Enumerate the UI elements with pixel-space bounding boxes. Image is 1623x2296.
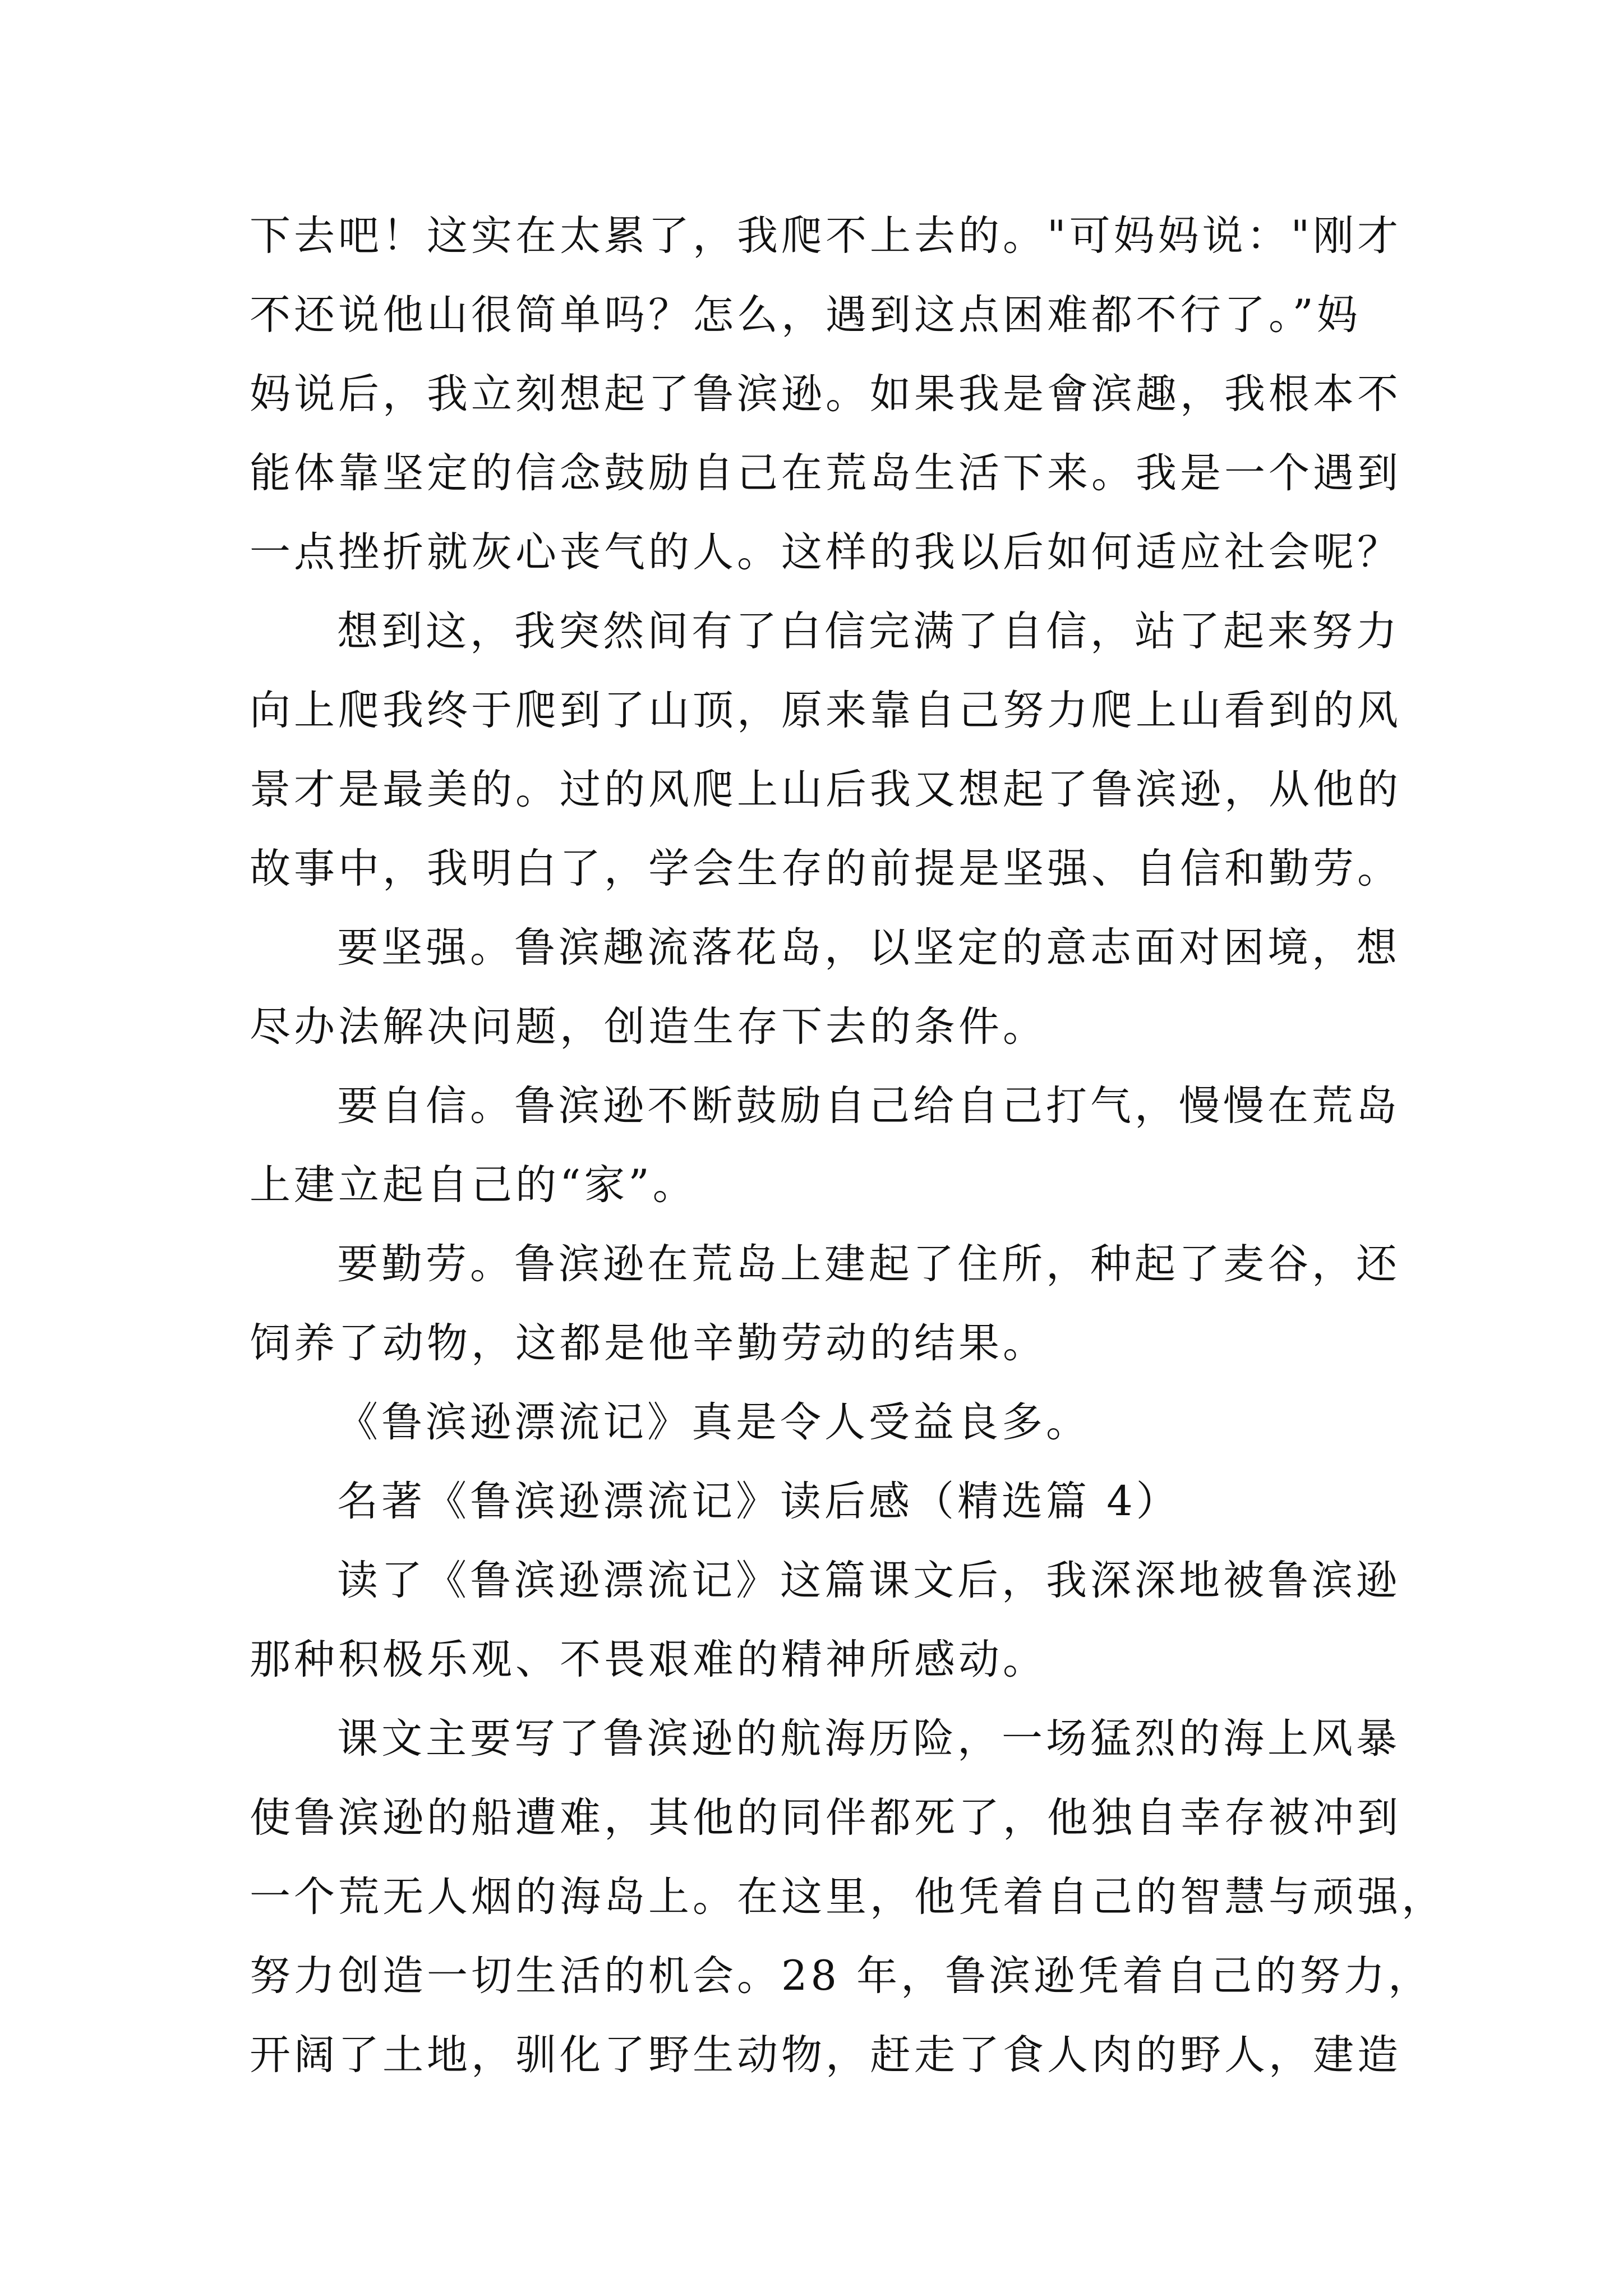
text-line: 饲养了动物，这都是他辛勤劳动的结果。 (250, 1319, 1047, 1367)
text-line: 要勤劳。鲁滨逊在荒岛上建起了住所，种起了麦谷，还 (337, 1240, 1400, 1288)
text-line: 能体靠坚定的信念鼓励自己在荒岛生活下来。我是一个遇到 (250, 449, 1401, 497)
text-line: 故事中，我明白了，学会生存的前提是坚强、自信和勤劳。 (250, 845, 1401, 892)
text-line: 读了《鲁滨逊漂流记》这篇课文后，我深深地被鲁滨逊 (337, 1557, 1400, 1604)
text-line: 不还说他山很简单吗？怎么，遇到这点困难都不行了。”妈 (250, 291, 1361, 339)
text-line: 妈说后，我立刻想起了鲁滨逊。如果我是會滨趣，我根本不 (250, 370, 1401, 418)
text-line: 一个荒无人烟的海岛上。在这里，他凭着自己的智慧与顽强， (250, 1873, 1446, 1921)
text-line: 下去吧！这实在太累了，我爬不上去的。"可妈妈说："刚才 (250, 212, 1402, 260)
text-line: 景才是最美的。过的风爬上山后我又想起了鲁滨逊，从他的 (250, 766, 1401, 813)
text-line: 努力创造一切生活的机会。28 年，鲁滨逊凭着自己的努力， (250, 1952, 1433, 2000)
text-line: 要自信。鲁滨逊不断鼓励自己给自己打气，慢慢在荒岛 (337, 1082, 1400, 1130)
text-line: 一点挫折就灰心丧气的人。这样的我以后如何适应社会呢？ (250, 528, 1401, 576)
text-line: 想到这，我突然间有了白信完满了自信，站了起来努力 (337, 608, 1400, 655)
text-line: 《鲁滨逊漂流记》真是令人受益良多。 (337, 1398, 1090, 1446)
text-line: 开阔了土地，驯化了野生动物，赶走了食人肉的野人，建造 (250, 2031, 1401, 2079)
text-line: 那种积极乐观、不畏艰难的精神所感动。 (250, 1636, 1047, 1683)
section-heading: 名著《鲁滨逊漂流记》读后感（精选篇 4） (337, 1478, 1181, 1525)
text-line: 使鲁滨逊的船遭难，其他的同伴都死了，他独自幸存被冲到 (250, 1794, 1401, 1842)
document-body (250, 196, 1446, 2095)
text-line: 要坚强。鲁滨趣流落花岛，以坚定的意志面对困境，想 (337, 924, 1400, 972)
text-line: 上建立起自己的“家”。 (250, 1161, 697, 1209)
text-line: 尽办法解决问题，创造生存下去的条件。 (250, 1003, 1047, 1051)
text-line: 课文主要写了鲁滨逊的航海历险，一场猛烈的海上风暴 (337, 1715, 1400, 1763)
text-line: 向上爬我终于爬到了山顶，原来靠自己努力爬上山看到的风 (250, 687, 1401, 734)
